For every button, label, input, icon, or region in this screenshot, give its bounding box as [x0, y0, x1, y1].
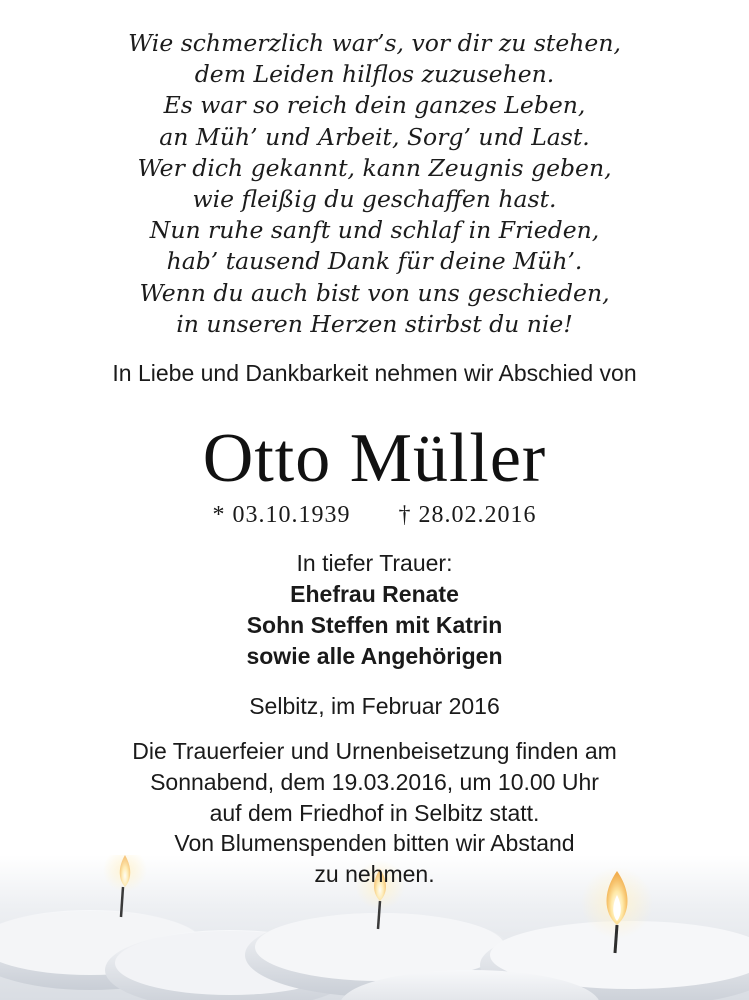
poem-line: Nun ruhe sanft und schlaf in Frieden,	[149, 216, 600, 245]
farewell-intro: In Liebe und Dankbarkeit nehmen wir Abschied von	[112, 360, 637, 386]
service-line: zu nehmen.	[314, 861, 435, 888]
birth-date: * 03.10.1939	[212, 502, 351, 528]
service-line: Sonnabend, dem 19.03.2016, um 10.00 Uhr	[150, 768, 599, 795]
poem-line: an Müh’ und Arbeit, Sorg’ und Last.	[159, 122, 590, 151]
poem-line: Wie schmerzlich war’s, vor dir zu stehen,	[128, 29, 621, 57]
poem-line: Wenn du auch bist von uns geschieden,	[139, 278, 610, 307]
poem-line: wie fleißig du geschaffen hast.	[192, 185, 557, 214]
service-line: Von Blumenspenden bitten wir Abstand	[174, 830, 575, 857]
mourners-block	[0, 548, 749, 672]
mourner-line: Sohn Steffen mit Katrin	[246, 612, 503, 638]
poem-line: Es war so reich dein ganzes Leben,	[163, 91, 586, 120]
memorial-poem	[0, 28, 749, 340]
poem-line: in unseren Herzen stirbst du nie!	[176, 309, 573, 338]
life-dates	[0, 500, 749, 530]
service-line: Die Trauerfeier und Urnenbeisetzung finden am	[132, 738, 617, 764]
deceased-name: Otto Müller	[202, 420, 547, 497]
place-and-date: Selbitz, im Februar 2016	[249, 693, 500, 719]
service-line: auf dem Friedhof in Selbitz statt.	[209, 799, 540, 826]
funeral-service-info	[0, 736, 749, 890]
mourner-line: sowie alle Angehörigen	[246, 643, 503, 669]
death-date: † 28.02.2016	[398, 502, 537, 528]
mourners-heading: In tiefer Trauer:	[296, 550, 453, 576]
mourner-line: Ehefrau Renate	[290, 581, 459, 607]
poem-line: hab’ tausend Dank für deine Müh’.	[166, 247, 583, 276]
poem-line: dem Leiden hilflos zuzusehen.	[194, 60, 555, 89]
poem-line: Wer dich gekannt, kann Zeugnis geben,	[137, 153, 612, 182]
